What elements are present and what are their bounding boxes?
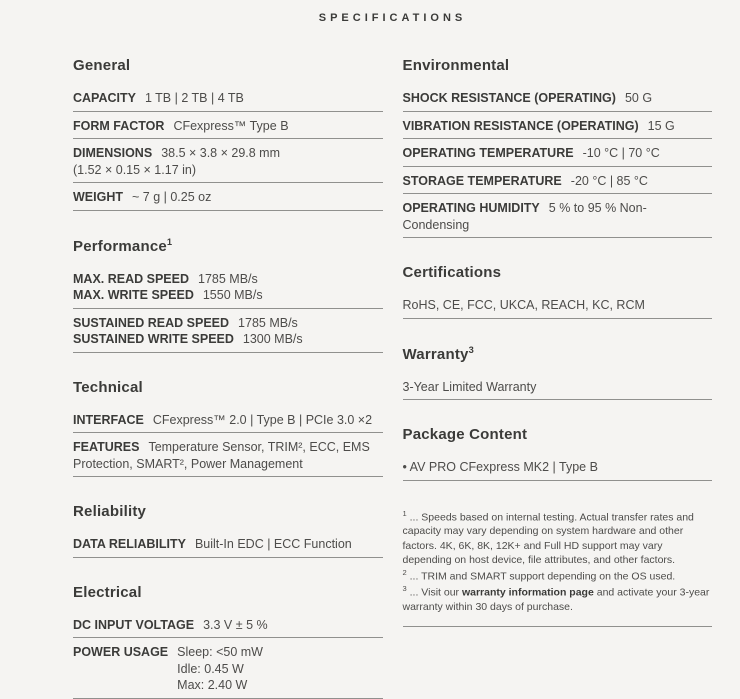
footnote-text: ... Speeds based on internal testing. Actual transfer rates and capacity may vary depending on system hardware and other factors. 4K, 6K, 8K, 12K+ and Full HD support may vary depending on host device, file attributes, and other factors.: [402, 511, 694, 567]
spec-label: CAPACITY: [73, 91, 136, 105]
footnote-1: [403, 509, 713, 568]
footnote-2: [403, 568, 713, 584]
spec-label: MAX. WRITE SPEED: [73, 288, 194, 302]
section-heading: Technical: [73, 378, 143, 396]
spec-value: ~ 7 g | 0.25 oz: [132, 190, 212, 204]
footnote-3: [403, 584, 713, 614]
spec-value: Sleep: <50 mW: [177, 645, 263, 659]
spec-label: VIBRATION RESISTANCE (OPERATING): [402, 118, 639, 133]
spec-value: 1550 MB/s: [202, 288, 263, 302]
spec-value: CFexpress™ Type B: [173, 118, 289, 133]
section-heading-text: Performance: [73, 237, 167, 255]
footnote-marker: 3: [402, 583, 407, 593]
spec-label: MAX. READ SPEED: [73, 271, 189, 286]
section-heading: Reliability: [73, 503, 147, 520]
spec-value: 5 % to 95 % Non-Condensing: [402, 201, 647, 232]
footnote-text: and activate your 3-year warranty within 30 days of purchase.: [402, 586, 710, 613]
spec-label: DC INPUT VOLTAGE: [73, 617, 195, 632]
spec-label: SUSTAINED WRITE SPEED: [73, 332, 234, 346]
spec-row-package-content: [403, 453, 713, 481]
section-warranty: [403, 345, 713, 401]
specifications-page: [73, 0, 712, 699]
spec-value: 1785 MB/s: [238, 315, 298, 330]
spec-line: [73, 315, 383, 332]
spec-row-weight: [73, 183, 383, 211]
spec-row-dc-input-voltage: [73, 611, 383, 639]
section-certifications: [403, 264, 713, 319]
footnote-text: ... Visit our: [409, 586, 462, 599]
spec-row-capacity: [73, 84, 383, 112]
spec-row-shock-resistance: [403, 84, 713, 112]
spec-label: OPERATING TEMPERATURE: [402, 146, 574, 160]
section-performance: [73, 237, 383, 353]
footnote-marker: 1: [166, 236, 173, 247]
page-title: SPECIFICATIONS: [318, 12, 467, 24]
spec-value: 38.5 × 3.8 × 29.8 mm: [161, 146, 281, 160]
spec-line: [73, 271, 383, 288]
spec-label: FORM FACTOR: [73, 118, 165, 133]
spec-label: WEIGHT: [73, 190, 123, 204]
spec-columns: [73, 57, 712, 699]
spec-value: Built-In EDC | ECC Function: [194, 537, 352, 551]
spec-value: RoHS, CE, FCC, UKCA, REACH, KC, RCM: [402, 298, 645, 312]
spec-label: SHOCK RESISTANCE (OPERATING): [402, 91, 616, 105]
spec-row-vibration-resistance: [403, 112, 713, 140]
spec-row-operating-humidity: [403, 194, 713, 238]
spec-value: 1 TB | 2 TB | 4 TB: [144, 91, 244, 105]
section-heading: Electrical: [73, 583, 142, 601]
footnote-marker: 3: [468, 344, 474, 355]
spec-label: STORAGE TEMPERATURE: [402, 173, 562, 188]
footnote-marker: 2: [402, 567, 407, 577]
spec-value: Temperature Sensor, TRIM², ECC, EMS Protection, SMART², Power Management: [73, 440, 370, 471]
section-environmental: [403, 57, 713, 238]
spec-row-dimensions: [73, 139, 383, 183]
footnotes: [403, 509, 713, 628]
spec-value: Max: 2.40 W: [177, 678, 248, 692]
spec-value-line2: (1.52 × 0.15 × 1.17 in): [73, 162, 197, 177]
section-electrical: [73, 584, 383, 699]
spec-value: Idle: 0.45 W: [177, 661, 244, 676]
spec-row-warranty: [403, 373, 713, 401]
section-heading: General: [73, 57, 131, 74]
footnote-marker: 1: [402, 508, 407, 518]
spec-row-power-usage: [73, 638, 383, 699]
section-package-content: [403, 426, 713, 481]
spec-row-certifications: [403, 291, 713, 319]
section-reliability: [73, 503, 383, 558]
spec-label: POWER USAGE: [73, 645, 169, 659]
spec-label: DIMENSIONS: [73, 146, 153, 160]
spec-row-form-factor: [73, 112, 383, 140]
spec-row-operating-temperature: [403, 139, 713, 167]
section-heading: Certifications: [402, 264, 502, 281]
spec-value: 50 G: [624, 91, 653, 105]
spec-row-data-reliability: [73, 530, 383, 558]
section-technical: [73, 379, 383, 478]
left-column: [73, 57, 383, 699]
spec-row-storage-temperature: [403, 167, 713, 195]
spec-row-interface: [73, 406, 383, 434]
spec-label: DATA RELIABILITY: [73, 537, 186, 551]
footnote-text: ... TRIM and SMART support depending on the OS used.: [409, 570, 676, 583]
spec-label: FEATURES: [73, 440, 140, 454]
section-heading: [403, 345, 713, 363]
spec-value: 1300 MB/s: [242, 332, 303, 346]
section-heading: Environmental: [402, 57, 510, 74]
spec-label: OPERATING HUMIDITY: [402, 201, 540, 215]
spec-value: 3.3 V ± 5 %: [203, 617, 268, 632]
spec-value: 3-Year Limited Warranty: [402, 379, 537, 394]
spec-value: 15 G: [647, 118, 675, 133]
spec-value: 1785 MB/s: [198, 271, 258, 286]
spec-row-features: [73, 433, 383, 477]
spec-label: SUSTAINED READ SPEED: [73, 315, 230, 330]
warranty-information-page-link[interactable]: warranty information page: [461, 586, 594, 599]
spec-line: [73, 331, 383, 348]
spec-row-max-speed: [73, 265, 383, 309]
right-column: [403, 57, 713, 699]
section-general: [73, 57, 383, 211]
spec-value: • AV PRO CFexpress MK2 | Type B: [402, 460, 598, 474]
spec-row-sustained-speed: [73, 309, 383, 353]
section-heading: Package Content: [402, 426, 528, 443]
spec-value-multiline: [177, 644, 263, 694]
section-heading: [73, 237, 383, 255]
spec-line: [73, 287, 383, 304]
spec-value: -10 °C | 70 °C: [582, 146, 660, 160]
spec-value: -20 °C | 85 °C: [570, 173, 648, 188]
spec-value: CFexpress™ 2.0 | Type B | PCIe 3.0 ×2: [152, 412, 373, 427]
section-heading-text: Warranty: [402, 345, 469, 363]
spec-label: INTERFACE: [73, 412, 144, 427]
